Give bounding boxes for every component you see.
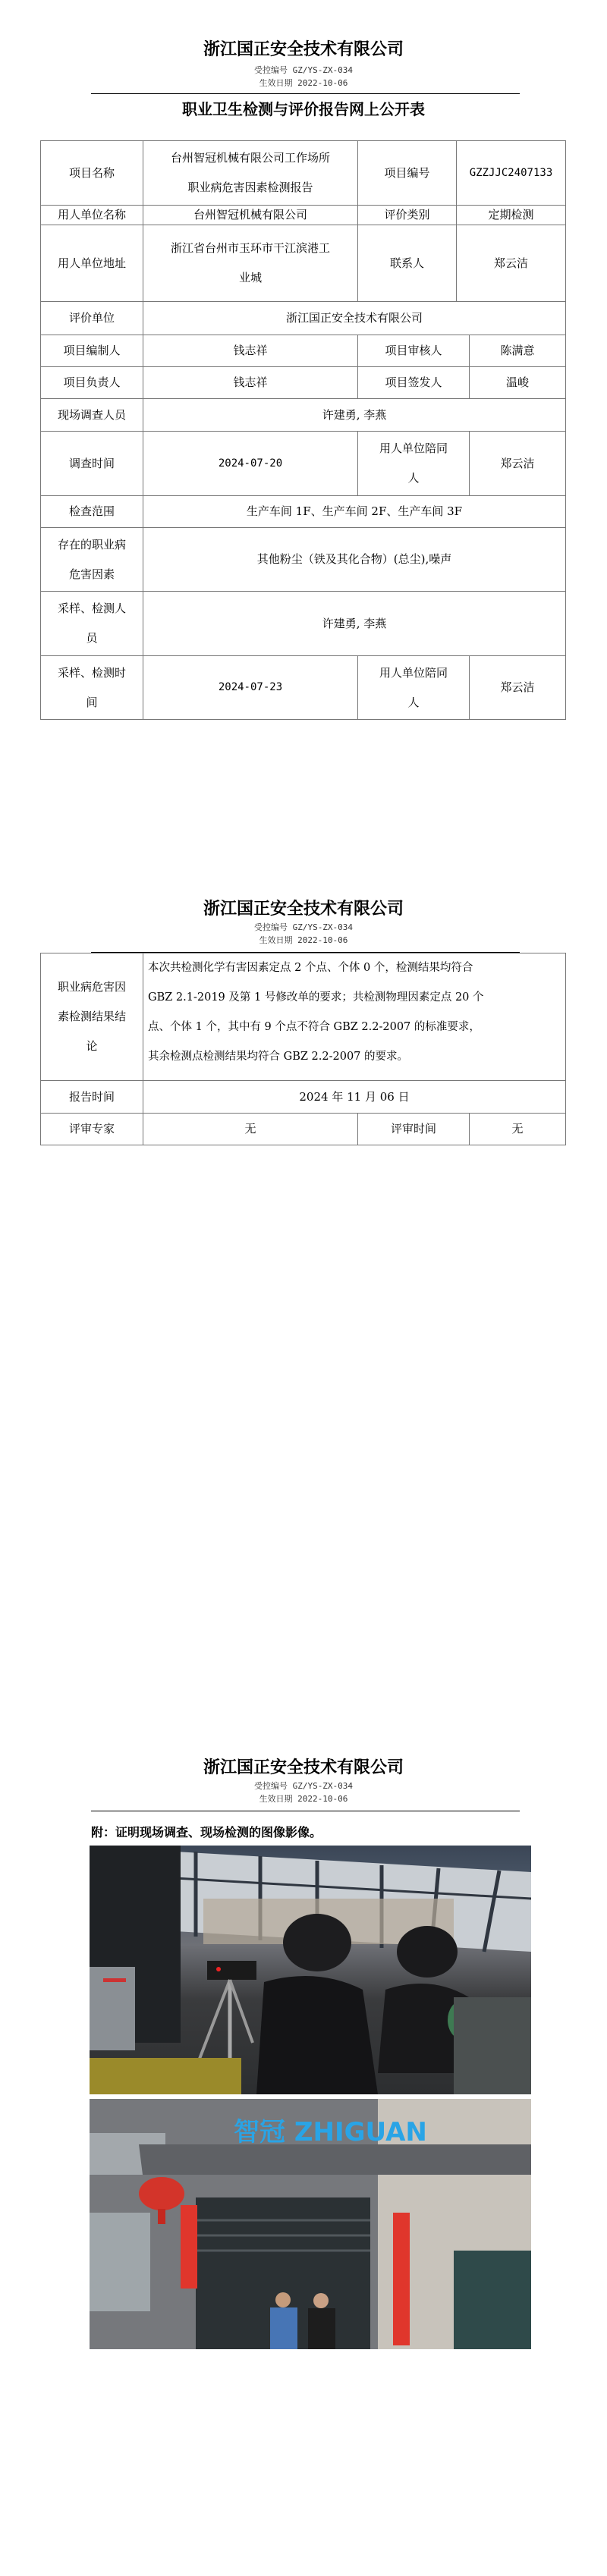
accompany-label-line-1: 用人单位陪同	[379, 441, 448, 455]
value-sampling-time: 2024-07-23	[143, 655, 358, 720]
value-compiler: 钱志祥	[143, 335, 358, 367]
label-issuer: 项目签发人	[357, 366, 470, 399]
company-title: 浙江国正安全技术有限公司	[203, 899, 404, 919]
sampling-staff-label-line-2: 员	[86, 631, 98, 645]
value-project-name	[143, 140, 358, 206]
effective-date: 生效日期 2022-10-06	[259, 1794, 348, 1804]
value-sampling-staff: 许建勇, 李燕	[143, 591, 566, 656]
accompany-label-line-2: 人	[407, 471, 420, 485]
control-number: 受控编号 GZ/YS-ZX-034	[253, 65, 354, 75]
label-project-name: 项目名称	[40, 140, 143, 206]
label-accompany	[357, 431, 470, 496]
conclusion-label-line-1: 职业病危害因	[57, 980, 126, 994]
project-name-line-1: 台州智冠机械有限公司工作场所	[170, 151, 330, 165]
value-project-leader: 钱志祥	[143, 366, 358, 399]
label-survey-staff: 现场调查人员	[40, 398, 143, 432]
conclusion-label-line-2: 素检测结果结	[57, 1010, 126, 1023]
label-conclusion	[40, 953, 143, 1081]
value-issuer: 温峻	[469, 366, 566, 399]
company-title: 浙江国正安全技术有限公司	[203, 1758, 404, 1777]
conclusion-line-3: 点、个体 1 个，其中有 9 个点不符合 GBZ 2.2-2007 的标准要求，	[148, 1021, 480, 1034]
label-sampling-staff	[40, 591, 143, 656]
sampling-time-label-line-1: 采样、检测时	[57, 665, 126, 680]
label-project-no: 项目编号	[357, 140, 457, 206]
header-divider	[91, 93, 520, 94]
value-conclusion	[143, 953, 566, 1081]
label-employer-address: 用人单位地址	[40, 225, 143, 302]
value-reviewer: 陈满意	[469, 335, 566, 367]
address-line-2: 业城	[238, 271, 262, 284]
label-review-time: 评审时间	[357, 1113, 470, 1145]
label-project-leader: 项目负责人	[40, 366, 143, 399]
value-employer-address	[143, 225, 358, 302]
sampling-time-label-line-2: 间	[86, 695, 98, 709]
control-number: 受控编号 GZ/YS-ZX-034	[253, 1781, 354, 1791]
svg-text:智冠 ZHIGUAN: 智冠 ZHIGUAN	[234, 2117, 427, 2147]
effective-date: 生效日期 2022-10-06	[259, 78, 348, 88]
label-reviewer: 项目审核人	[357, 335, 470, 367]
control-number: 受控编号 GZ/YS-ZX-034	[253, 922, 354, 932]
label-employer-name: 用人单位名称	[40, 205, 143, 225]
value-survey-staff: 许建勇, 李燕	[143, 398, 566, 432]
value-eval-unit: 浙江国正安全技术有限公司	[143, 301, 566, 335]
label-compiler: 项目编制人	[40, 335, 143, 367]
sampling-staff-label-line-1: 采样、检测人	[57, 602, 126, 615]
label-accompany-2	[357, 655, 470, 720]
entrance-photo-graphic	[90, 2099, 531, 2349]
accompany2-label-line-1: 用人单位陪同	[379, 665, 448, 680]
label-sampling-time	[40, 655, 143, 720]
workshop-photo-graphic	[90, 1846, 531, 2094]
project-name-line-2: 职业病危害因素检测报告	[187, 181, 313, 194]
address-line-1: 浙江省台州市玉环市干江滨港工	[170, 241, 330, 255]
value-survey-time: 2024-07-20	[143, 431, 358, 496]
label-report-time: 报告时间	[40, 1080, 143, 1114]
accompany2-label-line-2: 人	[407, 695, 420, 709]
label-eval-type: 评价类别	[357, 205, 457, 225]
conclusion-line-2: GBZ 2.1-2019 及第 1 号修改单的要求；共检测物理因素定点 20 个	[148, 991, 484, 1004]
value-accompany-2: 郑云洁	[469, 655, 566, 720]
label-hazards	[40, 527, 143, 592]
conclusion-line-4: 其余检测点检测结果均符合 GBZ 2.2-2007 的要求。	[148, 1051, 408, 1063]
value-expert: 无	[143, 1113, 358, 1145]
label-expert: 评审专家	[40, 1113, 143, 1145]
label-scope: 检查范围	[40, 495, 143, 528]
page-title: 职业卫生检测与评价报告网上公开表	[182, 100, 425, 118]
value-accompany: 郑云洁	[469, 431, 566, 496]
conclusion-label-line-3: 论	[86, 1039, 98, 1053]
label-eval-unit: 评价单位	[40, 301, 143, 335]
company-title: 浙江国正安全技术有限公司	[203, 39, 404, 59]
hazards-label-line-1: 存在的职业病	[57, 537, 126, 551]
value-report-time: 2024 年 11 月 06 日	[143, 1080, 566, 1114]
value-employer-name: 台州智冠机械有限公司	[143, 205, 358, 225]
value-review-time: 无	[469, 1113, 566, 1145]
value-eval-type: 定期检测	[456, 205, 566, 225]
label-contact: 联系人	[357, 225, 457, 302]
value-contact: 郑云洁	[456, 225, 566, 302]
value-hazards: 其他粉尘（铁及其化合物）(总尘),噪声	[143, 527, 566, 592]
value-project-no: GZZJJC2407133	[456, 140, 566, 206]
label-survey-time: 调查时间	[40, 431, 143, 496]
site-survey-photo	[90, 1846, 531, 2094]
photo-caption: 附：证明现场调查、现场检测的图像影像。	[91, 1825, 322, 1839]
conclusion-line-1: 本次共检测化学有害因素定点 2 个点、个体 0 个，检测结果均符合	[148, 962, 473, 974]
factory-entrance-photo	[90, 2099, 531, 2349]
value-scope: 生产车间 1F、生产车间 2F、生产车间 3F	[143, 495, 566, 528]
effective-date: 生效日期 2022-10-06	[259, 935, 348, 945]
hazards-label-line-2: 危害因素	[68, 567, 115, 581]
